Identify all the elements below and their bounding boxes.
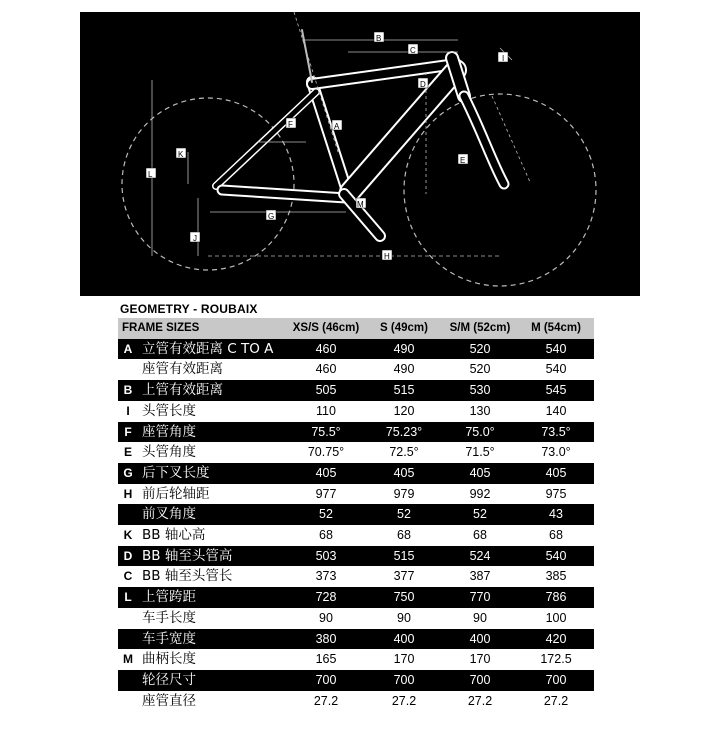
row-value: 770	[469, 590, 491, 605]
table-row	[118, 566, 594, 587]
label-M: M	[357, 200, 364, 209]
row-label: BB 轴至头管高	[142, 547, 233, 564]
row-value: 71.5°	[465, 445, 495, 460]
row-letter	[118, 359, 138, 380]
row-value: 786	[545, 590, 567, 605]
table-row	[118, 691, 594, 712]
row-value: 728	[315, 590, 337, 605]
label-C: C	[410, 46, 416, 55]
row-letter: B	[123, 383, 133, 398]
row-label: 车手宽度	[142, 630, 196, 647]
row-value: 405	[545, 465, 567, 480]
table-header-row	[118, 318, 594, 339]
table-row	[118, 401, 594, 422]
row-label: 前后轮轴距	[142, 485, 210, 502]
row-value: 530	[469, 383, 491, 398]
row-value: 130	[469, 403, 491, 418]
row-letter: G	[123, 465, 133, 480]
row-label: 头管角度	[142, 444, 196, 461]
row-letter	[118, 504, 138, 525]
row-value: 52	[319, 507, 333, 522]
label-D: D	[420, 80, 426, 89]
row-value: 120	[393, 403, 415, 418]
row-value: 68	[549, 528, 563, 543]
row-value: 520	[469, 362, 491, 377]
table-row	[118, 442, 594, 463]
rear-wheel	[122, 98, 294, 270]
row-label: 立管有效距离 C TO A	[142, 340, 274, 357]
geometry-table	[118, 318, 594, 711]
table-row	[118, 484, 594, 505]
table-row	[118, 525, 594, 546]
row-value: 43	[549, 507, 563, 522]
row-letter: E	[123, 445, 132, 460]
row-value: 27.2	[543, 693, 569, 708]
row-letter: H	[123, 486, 133, 501]
row-value: 750	[393, 590, 415, 605]
row-value: 73.0°	[541, 445, 571, 460]
row-value: 515	[393, 383, 415, 398]
table-row	[118, 546, 594, 567]
row-label: 后下叉长度	[142, 464, 210, 481]
table-row	[118, 587, 594, 608]
row-value: 170	[469, 652, 491, 667]
row-label: 座管有效距离	[142, 361, 223, 378]
row-value: 68	[473, 528, 487, 543]
row-letter	[118, 691, 138, 712]
row-label: 上管有效距离	[142, 382, 223, 399]
row-label: 前叉角度	[142, 506, 196, 523]
row-letter: D	[123, 548, 133, 563]
row-value: 27.2	[313, 693, 339, 708]
table-row	[118, 380, 594, 401]
row-value: 977	[315, 486, 337, 501]
row-value: 700	[469, 672, 491, 687]
table-row	[118, 339, 594, 360]
row-letter: A	[123, 341, 133, 356]
frame-sizes-header: FRAME SIZES	[118, 318, 286, 339]
row-letter: L	[124, 590, 132, 605]
row-letter	[118, 608, 138, 629]
table-row	[118, 649, 594, 670]
row-letter: I	[126, 403, 130, 418]
label-G: G	[268, 212, 275, 221]
size-header: S/M (52cm)	[442, 318, 518, 339]
row-value: 992	[469, 486, 491, 501]
row-value: 75.5°	[311, 424, 341, 439]
geometry-title: GEOMETRY - ROUBAIX	[120, 302, 258, 316]
row-value: 387	[469, 569, 491, 584]
row-value: 100	[545, 610, 567, 625]
row-value: 52	[473, 507, 487, 522]
row-letter: C	[123, 569, 133, 584]
row-value: 140	[545, 403, 567, 418]
row-value: 545	[545, 383, 567, 398]
row-value: 165	[315, 652, 337, 667]
label-K: K	[178, 150, 184, 159]
row-label: 座管直径	[142, 692, 196, 709]
row-label: 车手长度	[142, 609, 196, 626]
label-J: J	[193, 234, 197, 243]
row-value: 540	[545, 341, 567, 356]
row-value: 460	[315, 341, 337, 356]
row-label: BB 轴至头管长	[142, 568, 233, 585]
label-E: E	[460, 156, 466, 165]
row-value: 400	[469, 631, 491, 646]
table-row	[118, 629, 594, 650]
row-letter: M	[123, 652, 133, 667]
row-letter	[118, 629, 138, 650]
row-label: 座管角度	[142, 423, 196, 440]
bike-geometry-diagram	[80, 12, 640, 296]
row-value: 68	[319, 528, 333, 543]
label-B: B	[376, 34, 382, 43]
row-value: 70.75°	[307, 445, 345, 460]
row-value: 460	[315, 362, 337, 377]
row-label: 轮径尺寸	[142, 671, 196, 688]
table-row	[118, 359, 594, 380]
row-value: 380	[315, 631, 337, 646]
row-value: 75.23°	[385, 424, 423, 439]
row-value: 405	[393, 465, 415, 480]
row-value: 377	[393, 569, 415, 584]
row-value: 700	[545, 672, 567, 687]
table-row	[118, 422, 594, 443]
row-value: 540	[545, 362, 567, 377]
row-label: 头管长度	[142, 402, 196, 419]
row-value: 420	[545, 631, 567, 646]
row-label: 曲柄长度	[142, 651, 196, 668]
row-value: 75.0°	[465, 424, 495, 439]
row-value: 52	[397, 507, 411, 522]
table-row	[118, 504, 594, 525]
row-label: BB 轴心高	[142, 527, 206, 544]
label-A: A	[334, 122, 340, 131]
size-header: M (54cm)	[518, 318, 594, 339]
row-value: 400	[393, 631, 415, 646]
row-letter: F	[124, 424, 132, 439]
row-label: 上管跨距	[142, 589, 196, 606]
size-header: S (49cm)	[366, 318, 442, 339]
size-header: XS/S (46cm)	[286, 318, 366, 339]
row-value: 490	[393, 362, 415, 377]
row-value: 700	[393, 672, 415, 687]
row-value: 68	[397, 528, 411, 543]
row-value: 975	[545, 486, 567, 501]
row-value: 385	[545, 569, 567, 584]
row-value: 170	[393, 652, 415, 667]
label-L: L	[148, 170, 153, 179]
front-wheel	[404, 94, 596, 286]
label-I: I	[502, 54, 505, 63]
row-value: 505	[315, 383, 337, 398]
row-value: 72.5°	[389, 445, 419, 460]
row-value: 90	[473, 610, 487, 625]
row-value: 90	[319, 610, 333, 625]
row-value: 110	[316, 403, 336, 418]
row-value: 73.5°	[541, 424, 571, 439]
row-value: 979	[393, 486, 415, 501]
row-value: 405	[469, 465, 491, 480]
label-H: H	[384, 252, 390, 261]
row-value: 520	[469, 341, 491, 356]
table-row	[118, 608, 594, 629]
row-value: 540	[545, 548, 567, 563]
row-value: 700	[315, 672, 337, 687]
row-value: 90	[397, 610, 411, 625]
row-value: 515	[393, 548, 415, 563]
row-value: 27.2	[467, 693, 493, 708]
row-letter	[118, 670, 138, 691]
row-value: 524	[469, 548, 491, 563]
row-value: 373	[315, 569, 337, 584]
label-F: F	[288, 120, 293, 129]
row-value: 172.5	[540, 652, 572, 667]
table-row	[118, 670, 594, 691]
row-letter: K	[123, 528, 133, 543]
row-value: 490	[393, 341, 415, 356]
row-value: 503	[315, 548, 337, 563]
table-row	[118, 463, 594, 484]
row-value: 405	[315, 465, 337, 480]
row-value: 27.2	[391, 693, 417, 708]
